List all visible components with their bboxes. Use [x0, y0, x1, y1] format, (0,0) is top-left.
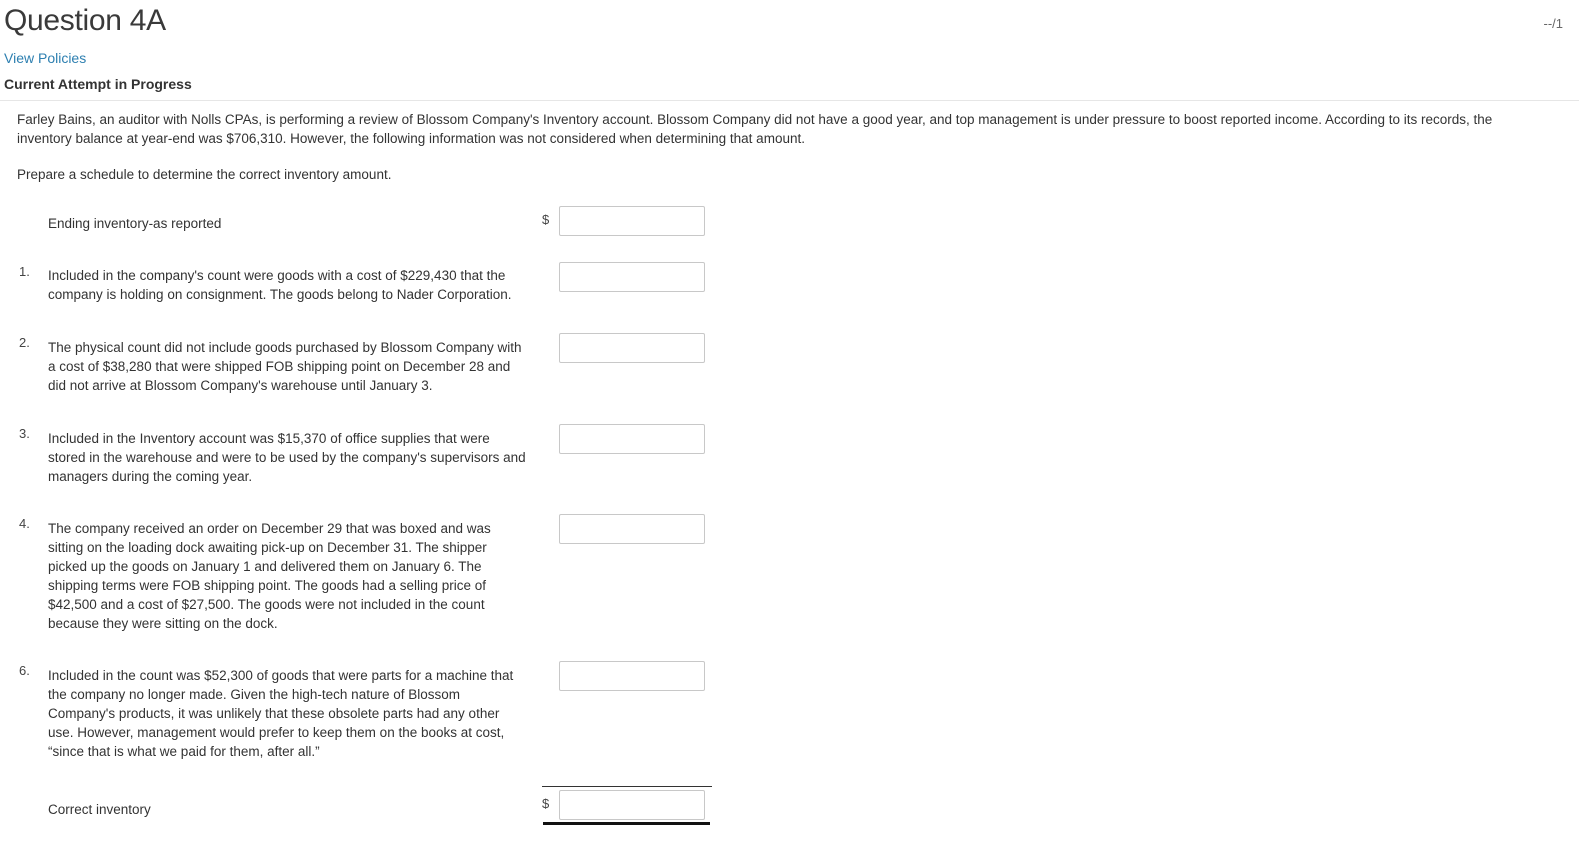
adjustment-description: The company received an order on December 29 that was boxed and was sitting on the loading dock awaiting pick-up on December 31. The shipper picked up the goods on January 1 and delivered them on January 6. The shipping terms were FOB shipping point. The goods had a selling price of $42,500 and a cost of $27,500. The goods were not included in the count because they were sitting on the dock.: [48, 521, 491, 631]
adjustment-1-input[interactable]: [559, 262, 705, 292]
page-title: Question 4A: [4, 4, 166, 37]
reported-inventory-input[interactable]: [559, 206, 705, 236]
currency-symbol: $: [542, 796, 550, 811]
adjustment-description: Included in the Inventory account was $15,370 of office supplies that were stored in the warehouse and were to be used by the company's supervisors and managers during the coming year.: [48, 431, 526, 484]
total-double-rule: [543, 822, 710, 825]
adjustment-6-input[interactable]: [559, 661, 705, 691]
attempt-status: Current Attempt in Progress: [4, 76, 192, 92]
subtotal-rule: [542, 786, 712, 787]
correct-inventory-label: Correct inventory: [48, 802, 151, 817]
reported-inventory-label: Ending inventory-as reported: [48, 216, 222, 231]
item-number: 4.: [19, 516, 30, 531]
problem-statement: Farley Bains, an auditor with Nolls CPAs, is performing a review of Blossom Company's Inventory account. Blossom Company did not have a good year, and top management is under pressure to boost reported income. According to its records, the inventory balance at year-end was $706,310. However, the following information was not considered when determining that amount.: [17, 112, 1493, 146]
adjustment-2-input[interactable]: [559, 333, 705, 363]
correct-inventory-input[interactable]: [559, 790, 705, 820]
view-policies-link[interactable]: View Policies: [4, 50, 87, 66]
item-number: 1.: [19, 264, 30, 279]
item-number: 6.: [19, 663, 30, 678]
header-divider: [0, 100, 1579, 101]
adjustment-description: Included in the count was $52,300 of goods that were parts for a machine that the company no longer made. Given the high-tech nature of Blossom Company's products, it was unlikely that these obsolete parts had any other use. However, management would prefer to keep them on the books at cost, “since that is what we paid for them, after all.”: [48, 668, 514, 759]
score-indicator: --/1: [1543, 16, 1563, 31]
adjustment-description: The physical count did not include goods purchased by Blossom Company with a cost of $38,280 that were shipped FOB shipping point on December 28 and did not arrive at Blossom Company's warehouse until January 3.: [48, 340, 522, 393]
adjustment-3-input[interactable]: [559, 424, 705, 454]
currency-symbol: $: [542, 212, 550, 227]
item-number: 3.: [19, 426, 30, 441]
item-number: 2.: [19, 335, 30, 350]
instruction-text: Prepare a schedule to determine the correct inventory amount.: [17, 167, 392, 182]
adjustment-description: Included in the company's count were goods with a cost of $229,430 that the company is holding on consignment. The goods belong to Nader Corporation.: [48, 268, 512, 302]
adjustment-4-input[interactable]: [559, 514, 705, 544]
